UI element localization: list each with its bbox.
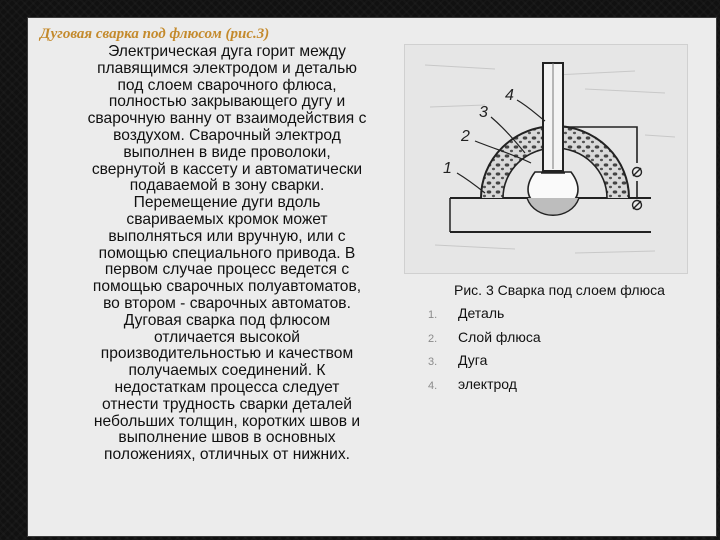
body-line: первом случае процесс ведется с (104, 261, 350, 279)
legend-item (428, 329, 541, 353)
legend-text: Деталь (458, 305, 505, 321)
body-line: воздухом. Сварочный электрод (113, 126, 341, 144)
figure-caption: Рис. 3 Сварка под слоем флюса (454, 282, 665, 298)
label-2: 2 (461, 128, 470, 145)
label-4: 4 (505, 87, 514, 104)
body-line: небольших толщин, коротких швов и (93, 412, 361, 430)
label-3: 3 (479, 104, 488, 121)
body-line: положениях, отличных от нижних. (104, 446, 350, 464)
legend-number: 2. (428, 332, 438, 345)
arc-zone (527, 172, 579, 215)
welding-diagram (404, 44, 688, 274)
body-line: выполняться или вручную, или с (108, 227, 346, 245)
body-line: выполнение швов в основных (118, 429, 336, 447)
body-line: получаемых соединений. К (128, 362, 326, 380)
body-line: подаваемой в зону сварки. (129, 177, 325, 195)
slide-body-text (62, 44, 392, 464)
body-line: выполнен в виде проволоки, (123, 143, 331, 161)
body-line: свариваемых кромок может (126, 210, 328, 228)
body-line: во втором - сварочных автоматов. (103, 294, 351, 312)
body-line: плавящимся электродом и деталью (97, 59, 357, 77)
body-line: помощью сварочных полуавтоматов, (92, 278, 362, 296)
legend-number: 1. (428, 309, 438, 321)
body-line: отличается высокой (154, 328, 300, 346)
legend-number: 3. (428, 356, 438, 368)
welding-diagram-svg (405, 45, 687, 273)
body-line: Электрическая дуга горит между (108, 43, 346, 60)
body-line: производительностью и качеством (100, 345, 354, 363)
figure-legend (428, 305, 541, 399)
legend-item (428, 305, 541, 329)
body-line: Перемещение дуги вдоль (133, 194, 321, 212)
electrode (543, 63, 563, 171)
legend-item (428, 352, 541, 376)
legend-text: Дуга (458, 352, 488, 368)
label-1: 1 (443, 160, 452, 177)
body-line: полностью закрывающего дугу и (108, 93, 346, 111)
body-line: Дуговая сварка под флюсом (123, 311, 331, 329)
slide-title: Дуговая сварка под флюсом (рис.3) (40, 26, 270, 42)
legend-text: Слой флюса (458, 328, 541, 345)
body-line: помощью специального привода. В (98, 244, 356, 262)
body-line: под слоем сварочного флюса, (117, 76, 337, 94)
legend-item (428, 376, 541, 400)
body-line: сварочную ванну от взаимодействия с (87, 110, 367, 128)
legend-text: электрод (458, 375, 517, 392)
body-line: свернутой в кассету и автоматически (91, 160, 363, 178)
body-line: недостаткам процесса следует (114, 378, 340, 396)
body-line: отнести трудность сварки деталей (102, 395, 352, 413)
legend-number: 4. (428, 379, 438, 392)
